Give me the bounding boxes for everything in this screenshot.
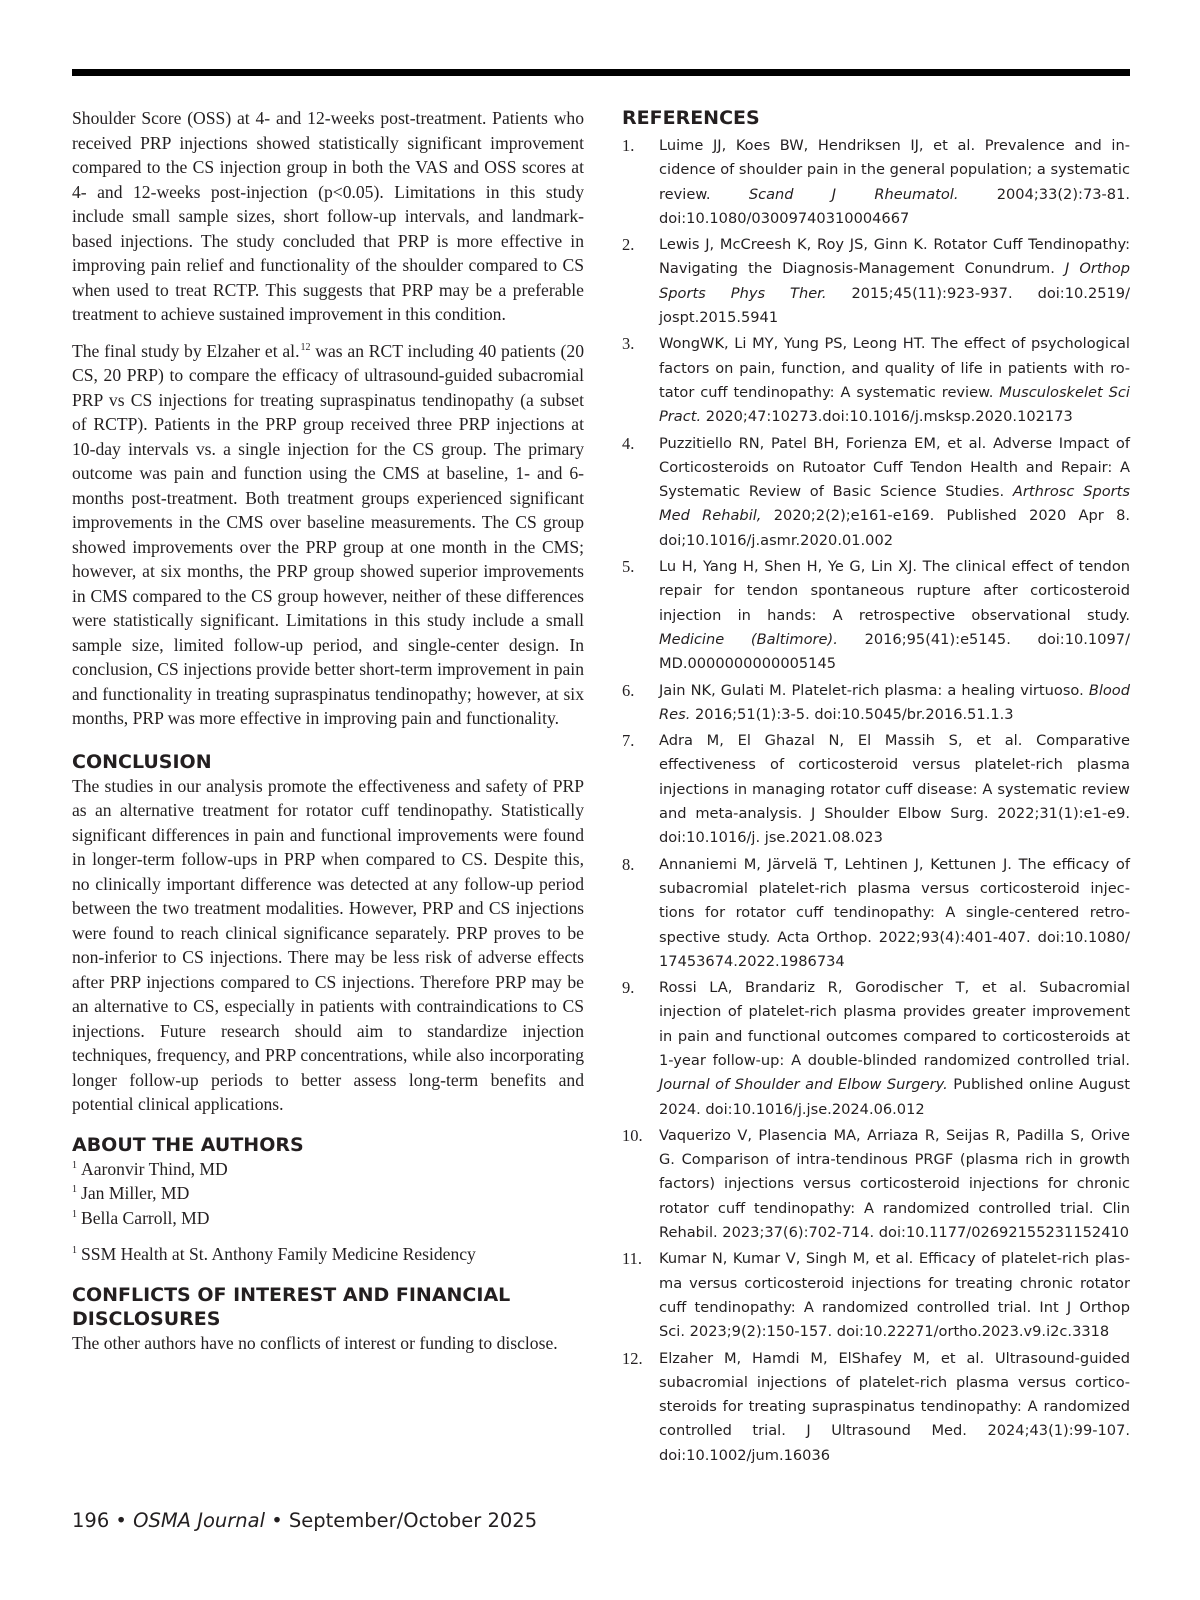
reference-details: 2015;45(11):923-937. doi:10.2519/ jospt.2015.5941 [659, 284, 1130, 327]
left-column [72, 106, 584, 1355]
reference-details: 2016;95(41):e5145. doi:10.1097/ MD.0000000000005145 [659, 630, 1130, 673]
reference-text: Luime JJ, Koes BW, Hendriksen IJ, et al. Prevalence and incidence of shoulder pain in the general population; a systematic review. [659, 137, 1130, 203]
reference-number: 12. [622, 1348, 643, 1368]
reference-number: 11. [622, 1249, 643, 1269]
paragraph-oss-study: Shoulder Score (OSS) at 4- and 12-weeks post-treatment. Patients who received PRP injections showed statistically significant improvement compared to the CS injection group in both the VAS and OSS scores at 4- and 12-weeks post-injection (p<0.05). Limitations in this study include small sample sizes, short follow-up intervals, and landmark-based injections. The study concluded that PRP is more effective in improving pain relief and functionality of the shoulder compared to CS when used to treat RCTP. This suggests that PRP may be a preferable treatment to achieve sustained improvement in this condition. [72, 108, 584, 324]
reference-journal: Medicine (Baltimore). [659, 630, 838, 648]
references-list [622, 134, 1130, 1468]
conclusion-section [72, 774, 584, 1117]
reference-details: 2016;51(1):3-5. doi:10.5045/br.2016.51.1.3 [690, 705, 1014, 723]
conclusion-heading: CONCLUSION [72, 750, 212, 773]
conflicts-section [72, 1331, 584, 1356]
reference-item [622, 555, 1130, 676]
references-heading: REFERENCES [622, 107, 760, 129]
page-number: 196 • [72, 1509, 134, 1532]
reference-item [622, 332, 1130, 429]
reference-text: Rossi LA, Brandariz R, Gorodischer T, et al. Subacromial injection of platelet-rich plasma provides greater improvement in pain and functional outcomes compared to corticosteroids at 1-year follow-up: A double-blinded randomized controlled trial. [659, 979, 1130, 1069]
reference-text: Elzaher M, Hamdi M, ElShafey M, et al. Ultrasound-guided subacromial injections of platelet-rich plasma versus corticosteroids for treating supraspinatus tendinopathy: A randomized controlled trial. J Ultrasound Med. 2024;43(1):99-107. doi:10.1002/jum.16036 [659, 1349, 1130, 1464]
reference-journal: Musculoskelet Sci Pract. [659, 383, 1130, 426]
reference-number: 4. [622, 433, 635, 453]
author-name: Bella Carroll, MD [81, 1207, 210, 1228]
reference-details: 2020;2(2);e161-e169. Published 2020 Apr 8. doi;10.1016/j.asmr.2020.01.002 [659, 507, 1130, 549]
reference-text: Puzzitiello RN, Patel BH, Forienza EM, et al. Adverse Impact of Corticosteroids on Rutoator Cuff Tendon Health and Repair: A Systematic Review of Basic Science Studies. [659, 434, 1130, 501]
journal-name: OSMA Journal [133, 1509, 265, 1532]
affiliation-text: SSM Health at St. Anthony Family Medicine Residency [81, 1244, 476, 1264]
reference-number: 1. [622, 136, 635, 155]
reference-item [622, 976, 1130, 1122]
reference-text: Kumar N, Kumar V, Singh M, et al. Efficacy of platelet-rich plasma versus corticosteroid injections for treating chronic rotator cuff tendinopathy: A randomized controlled trial. Int J Orthop Sci. 2023;9(2):150-157. doi:10.22271/ortho.2023.v9.i2c.3318 [659, 1250, 1130, 1341]
reference-text: Annaniemi M, Järvelä T, Lehtinen J, Kettunen J. The efficacy of subacromial platelet-rich plasma versus corticosteroid injections for rotator cuff tendinopathy: A single-centered retrospective study. Acta Orthop. 2022;93(4):401-407. doi:10.1080/ 17453674.2022.1986734 [659, 855, 1130, 970]
reference-text: Lewis J, McCreesh K, Roy JS, Ginn K. Rotator Cuff Tendinopathy: Navigating the Diagnosis-Management Conundrum. [659, 236, 1130, 278]
reference-number: 7. [622, 731, 635, 751]
reference-item [622, 679, 1130, 728]
conflicts-heading: CONFLICTS OF INTEREST AND FINANCIAL DISCLOSURES [72, 1283, 511, 1330]
about-authors-heading: ABOUT THE AUTHORS [72, 1133, 304, 1156]
reference-text: WongWK, Li MY, Yung PS, Leong HT. The effect of psychological factors on pain, function, and quality of life in patients with rotator cuff tendinopathy: A systematic review. [659, 335, 1130, 401]
author-entry [72, 1206, 584, 1231]
reference-details: 2020;47:10273.doi:10.1016/j.msksp.2020.102173 [701, 408, 1073, 426]
reference-number: 6. [622, 680, 635, 700]
paragraph-elzaher-study [72, 339, 584, 731]
reference-text: Lu H, Yang H, Shen H, Ye G, Lin XJ. The clinical effect of tendon repair for tendon spontaneous rupture after corticosteroid injection in hands: A retrospective observational study. [659, 558, 1130, 624]
author-name: Jan Miller, MD [81, 1183, 190, 1203]
reference-item [622, 729, 1130, 850]
elzaher-text-rest: was an RCT including 40 patients (20 CS, 20 PRP) to compare the efficacy of ultrasound-guided subacromial PRP vs CS injections for treating supraspinatus tendinopathy (a subset of RCTP). Patients in the PRP group received three PRP injections at 10-day intervals vs. a single injection for the CS group. The primary outcome was pain and function using the CMS at baseline, 1- and 6-months post-treatment. Both treatment groups experienced significant improvements in the CMS over baseline measurements. The CS group showed improvements over the PRP group at one month in the CMS; however, at six months, the PRP group showed superior improvements in CMS compared to the CS group however, neither of these differences were statistically significant. Limitations in this study include a small sample size, limited follow-up period, and single-center design. In conclusion, CS injections provide better short-term improvement in pain and functionality in treating supraspinatus tendinopathy; however, at six months, PRP was more effective in improving pain and functionality. [72, 340, 584, 728]
reference-number: 3. [622, 334, 635, 354]
reference-number: 2. [622, 235, 635, 255]
body-text-continued [72, 106, 584, 731]
reference-journal: Blood Res. [659, 681, 1130, 723]
reference-item [622, 134, 1130, 231]
page-footer [72, 1509, 537, 1532]
citation-superscript: 12 [300, 341, 311, 353]
issue-date: • September/October 2025 [265, 1509, 538, 1532]
reference-details: 2004;33(2):73-81. doi:10.1080/03009740310004667 [659, 185, 1130, 227]
reference-item [622, 233, 1130, 330]
reference-item [622, 853, 1130, 974]
right-column [622, 106, 1130, 1468]
reference-journal: Arthrosc Sports Med Rehabil, [659, 483, 1130, 525]
reference-number: 10. [622, 1125, 643, 1145]
author-entry [72, 1157, 584, 1182]
reference-text: Jain NK, Gulati M. Platelet-rich plasma: a healing virtuoso. [659, 681, 1089, 699]
author-entry [72, 1181, 584, 1206]
reference-journal: J Orthop Sports Phys Ther. [659, 260, 1130, 302]
reference-number: 8. [622, 854, 635, 874]
reference-item [622, 1347, 1130, 1468]
reference-text: Adra M, El Ghazal N, El Massih S, et al. Comparative effectiveness of corticosteroid versus platelet-rich plasma injections in managing rotator cuff disease: A systematic review and meta-analysis. J Shoulder Elbow Surg. 2022;31(1):e1-e9. doi:10.1016/j. jse.2021.08.023 [659, 732, 1130, 847]
author-superscript: 1 [72, 1184, 77, 1195]
reference-journal: Journal of Shoulder and Elbow Surgery. [659, 1076, 948, 1094]
reference-item [622, 432, 1130, 553]
reference-text: Vaquerizo V, Plasencia MA, Arriaza R, Seijas R, Padilla S, Orive G. Comparison of intra-tendinous PRGF (plasma rich in growth factors) injections versus corticosteroid injections for chronic rotator cuff tendinopathy: A randomized controlled trial. Clin Rehabil. 2023;37(6):702-714. doi:10.1177/02692155231152410 [659, 1126, 1130, 1242]
top-rule [72, 69, 1130, 76]
reference-journal: Scand J Rheumatol. [748, 185, 959, 203]
affiliation [72, 1242, 584, 1267]
affiliation-superscript: 1 [72, 1245, 77, 1256]
conflicts-text: The other authors have no conflicts of interest or funding to disclose. [72, 1332, 558, 1353]
author-name: Aaronvir Thind, MD [81, 1158, 228, 1179]
reference-number: 9. [622, 978, 635, 998]
conclusion-text: The studies in our analysis promote the effectiveness and safety of PRP as an alternative treatment for rotator cuff tendinopathy. Statistically significant differences in pain and functional improvements were found in longer-term follow-ups in PRP when compared to CS. Despite this, no clinically important difference was detected at any follow-up period between the two treatment modalities. However, PRP and CS injections were found to reach clinical significance separately. PRP proves to be non-inferior to CS injections. There may be less risk of adverse effects after PRP injections compared to CS injections. Therefore PRP may be an alternative to CS, especially in patients with contraindications to CS injections. Future research should aim to standardize injection techniques, frequency, and PRP concentrations, while also incorporating longer follow-up periods to better assess long-term benefits and potential clinical applications. [72, 775, 584, 1114]
reference-item [622, 1247, 1130, 1344]
author-superscript: 1 [72, 1159, 77, 1171]
author-superscript: 1 [72, 1208, 77, 1220]
authors-list [72, 1157, 584, 1267]
reference-item [622, 1124, 1130, 1245]
reference-number: 5. [622, 557, 635, 577]
elzaher-text-start: The final study by Elzaher et al. [72, 340, 300, 361]
reference-details: Published online August 2024. doi:10.1016/j.jse.2024.06.012 [659, 1076, 1130, 1118]
